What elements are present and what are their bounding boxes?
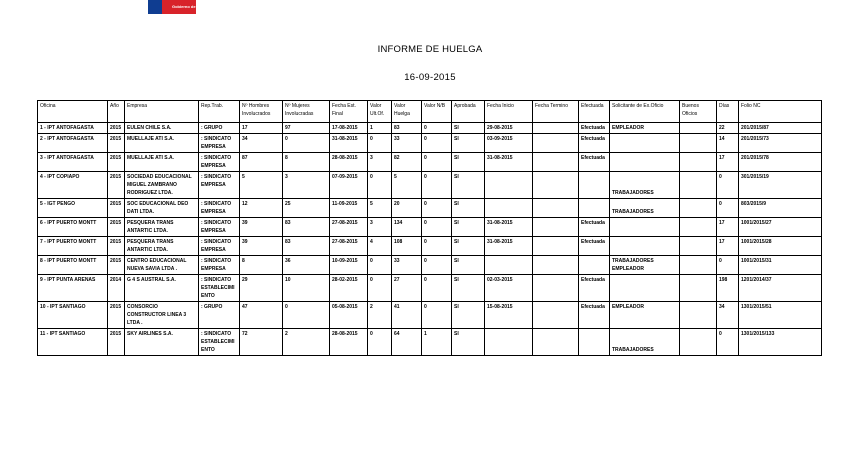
table-cell [680,134,717,153]
table-cell: 1001/2015/31 [739,256,822,275]
table-cell: 2015 [108,134,125,153]
table-body [38,123,822,356]
table-cell: 20 [392,199,422,218]
table-cell: 0 [422,172,452,199]
table-cell [485,256,533,275]
table-cell: 0 [368,172,392,199]
table-cell [680,172,717,199]
table-cell: SI [452,256,485,275]
table-cell: 83 [392,123,422,134]
table-cell: 02-03-2015 [485,275,533,302]
table-cell [579,256,610,275]
table-cell: 8 [283,153,330,172]
table-cell: : SINDICATO EMPRESA [199,153,240,172]
table-cell: : SINDICATO EMPRESA [199,256,240,275]
table-cell: 0 [717,199,739,218]
table-cell: : GRUPO [199,123,240,134]
table-cell: 05-08-2015 [330,302,368,329]
strike-report-table [37,100,822,356]
table-cell: : SINDICATO EMPRESA [199,199,240,218]
table-cell: 33 [392,256,422,275]
table-cell: SI [452,302,485,329]
table-cell: PESQUERA TRANS ANTARTIC LTDA. [125,218,199,237]
table-cell: 3 - IPT ANTOFAGASTA [38,153,108,172]
column-header: Efectuada [579,101,610,123]
table-row [38,237,822,256]
table-cell [610,237,680,256]
table-cell: 0 [717,256,739,275]
table-cell: 201/2015/78 [739,153,822,172]
table-cell: 27-08-2015 [330,218,368,237]
table-cell: 82 [392,153,422,172]
table-cell: 39 [240,237,283,256]
table-cell [533,123,579,134]
table-cell: TRABAJADORES [610,199,680,218]
table-cell: Efectuada [579,302,610,329]
table-cell [680,275,717,302]
table-row [38,256,822,275]
table-cell: Efectuada [579,218,610,237]
table-cell: 2 [283,329,330,356]
table-cell: 31-08-2015 [485,237,533,256]
table-cell: 0 [422,218,452,237]
logo-red-block [162,0,207,14]
table-cell: 9 - IPT PUNTA ARENAS [38,275,108,302]
table-cell: CENTRO EDUCACIONAL NUEVA SAVIA LTDA . [125,256,199,275]
table-cell: SOCIEDAD EDUCACIONAL MIGUEL ZAMBRANO RODRIGUEZ LTDA. [125,172,199,199]
table-cell: 1001/2015/28 [739,237,822,256]
table-cell: 1 [368,123,392,134]
table-row [38,172,822,199]
table-cell: SKY AIRLINES S.A. [125,329,199,356]
table-cell [533,199,579,218]
table-cell: 1 [422,329,452,356]
table-cell: 12 [240,199,283,218]
table-cell [533,256,579,275]
table-row [38,134,822,153]
table-cell [533,153,579,172]
column-header: Oficina [38,101,108,123]
table-cell: 31-08-2015 [485,218,533,237]
table-row [38,302,822,329]
table-cell: 6 - IPT PUERTO MONTT [38,218,108,237]
table-cell: 10 [283,275,330,302]
table-cell: 2015 [108,172,125,199]
table-cell: 64 [392,329,422,356]
column-header: Valor Ult.Of. [368,101,392,123]
table-cell: 1 - IPT ANTOFAGASTA [38,123,108,134]
gobierno-logo [148,0,207,14]
table-cell: 31-08-2015 [330,134,368,153]
table-cell: SI [452,153,485,172]
table-cell [533,172,579,199]
report-title: INFORME DE HUELGA [377,44,483,55]
table-cell: G 4 S AUSTRAL S.A. [125,275,199,302]
table-cell: 198 [717,275,739,302]
table-cell: SI [452,275,485,302]
table-cell: 10 - IPT SANTIAGO [38,302,108,329]
table-row [38,199,822,218]
table-cell: MUELLAJE ATI S.A. [125,153,199,172]
table-cell [533,302,579,329]
column-header: Año [108,101,125,123]
table-cell: 134 [392,218,422,237]
table-cell: 2015 [108,256,125,275]
table-cell: Efectuada [579,237,610,256]
report-date: 16-09-2015 [404,72,456,83]
table-cell: 83 [283,218,330,237]
table-cell: : SINDICATO ESTABLECIMIENTO [199,275,240,302]
table-cell [680,123,717,134]
table-cell: 803/2015/9 [739,199,822,218]
table-cell: 301/2015/19 [739,172,822,199]
table-cell: 27 [392,275,422,302]
table-cell: 0 [422,302,452,329]
table-cell [485,329,533,356]
table-cell: 0 [717,172,739,199]
table-cell: 39 [240,218,283,237]
table-cell: 28-08-2015 [330,329,368,356]
table-cell [680,153,717,172]
table-cell: 108 [392,237,422,256]
table-cell [680,329,717,356]
column-header: Fecha Est. Final [330,101,368,123]
table-cell: 0 [422,153,452,172]
table-cell: SI [452,123,485,134]
table-cell: 0 [717,329,739,356]
table-cell: : SINDICATO EMPRESA [199,218,240,237]
table-cell: 0 [422,256,452,275]
table-cell: 29 [240,275,283,302]
table-cell: 72 [240,329,283,356]
table-row [38,153,822,172]
table-cell [533,329,579,356]
table-cell [485,172,533,199]
table-header-row [38,101,822,123]
table-cell: 2 [368,302,392,329]
table-cell: 28-08-2015 [330,153,368,172]
table-cell: 0 [368,134,392,153]
table-cell: Efectuada [579,134,610,153]
column-header: Valor Huelga [392,101,422,123]
table-cell: 17 [240,123,283,134]
column-header: Buenos Oficios [680,101,717,123]
table-cell: EULEN CHILE S.A. [125,123,199,134]
table-cell: 33 [392,134,422,153]
table-cell: 0 [368,275,392,302]
table-cell: 0 [422,275,452,302]
table-cell: 11-09-2015 [330,199,368,218]
table-row [38,329,822,356]
table-cell: 4 [368,237,392,256]
table-cell: 47 [240,302,283,329]
table-cell: 0 [422,199,452,218]
table-cell: 2015 [108,329,125,356]
table-cell: 0 [422,123,452,134]
table-cell: 17 [717,218,739,237]
column-header: Nº Hombres Involucrados [240,101,283,123]
table-cell: 03-09-2015 [485,134,533,153]
table-cell: 27-08-2015 [330,237,368,256]
table-cell: 2015 [108,302,125,329]
table-cell: 22 [717,123,739,134]
table-cell [680,218,717,237]
table-cell: Efectuada [579,275,610,302]
table-cell: 34 [240,134,283,153]
table-cell: SOC EDUCACIONAL DEO DATI LTDA. [125,199,199,218]
table-cell: 5 [392,172,422,199]
table-cell: 5 [368,199,392,218]
table-cell: 7 - IPT PUERTO MONTT [38,237,108,256]
table-cell: 14 [717,134,739,153]
table-cell: PESQUERA TRANS ANTARTIC LTDA. [125,237,199,256]
table-cell: 34 [717,302,739,329]
table-cell: 2015 [108,237,125,256]
table-cell: 3 [368,218,392,237]
table-cell: 15-08-2015 [485,302,533,329]
table-cell [680,199,717,218]
table-cell: 8 - IPT PUERTO MONTT [38,256,108,275]
table-cell: 11 - IPT SANTIAGO [38,329,108,356]
table-cell: 10-09-2015 [330,256,368,275]
table-cell: TRABAJADORES EMPLEADOR [610,256,680,275]
table-cell [579,199,610,218]
table-cell: 28-02-2015 [330,275,368,302]
table-cell: 0 [283,134,330,153]
table-cell: SI [452,218,485,237]
table-cell: Efectuada [579,123,610,134]
table-cell [485,199,533,218]
table-cell: 201/2015/87 [739,123,822,134]
logo-blue-block [148,0,162,14]
table-row [38,123,822,134]
table-cell: CONSORCIO CONSTRUCTOR LINEA 3 LTDA . [125,302,199,329]
table-cell: 2015 [108,218,125,237]
table-cell [533,237,579,256]
table-cell: : SINDICATO EMPRESA [199,134,240,153]
table-cell: 5 [240,172,283,199]
table-cell: 31-08-2015 [485,153,533,172]
table-cell [579,172,610,199]
table-cell: 1001/2015/27 [739,218,822,237]
table-cell: 1301/2015/51 [739,302,822,329]
table-cell: SI [452,199,485,218]
table-cell: 1301/2015/133 [739,329,822,356]
table-cell: TRABAJADORES [610,329,680,356]
table-cell: 17 [717,153,739,172]
table-cell: 1201/2014/37 [739,275,822,302]
table-cell: 83 [283,237,330,256]
table-cell: 07-09-2015 [330,172,368,199]
column-header: Folio NC [739,101,822,123]
table-cell: 201/2015/73 [739,134,822,153]
table-cell: 25 [283,199,330,218]
table-cell [610,134,680,153]
table-cell: 4 - IPT COPIAPO [38,172,108,199]
column-header: Aprobada [452,101,485,123]
table-cell: 41 [392,302,422,329]
table-cell: EMPLEADOR [610,123,680,134]
table-cell: TRABAJADORES [610,172,680,199]
column-header: Rep.Trab. [199,101,240,123]
table-cell [680,237,717,256]
table-cell: Efectuada [579,153,610,172]
table-cell: : SINDICATO ESTABLECIMIENTO [199,329,240,356]
table-cell: 29-08-2015 [485,123,533,134]
column-header: Valor N/B [422,101,452,123]
column-header: Solicitante de Ex.Oficio [610,101,680,123]
table-cell: 36 [283,256,330,275]
table-cell: 3 [283,172,330,199]
table-cell: SI [452,134,485,153]
table-cell: 0 [422,237,452,256]
table-cell: 2 - IPT ANTOFAGASTA [38,134,108,153]
table-cell: 3 [368,153,392,172]
table-cell: 8 [240,256,283,275]
table-cell: 0 [368,329,392,356]
table-cell [533,134,579,153]
table-cell: 87 [240,153,283,172]
column-header: Fecha Termino [533,101,579,123]
logo-text: Gobierno de Chile [172,4,207,9]
table-cell: EMPLEADOR [610,302,680,329]
table-cell [610,153,680,172]
column-header: Días [717,101,739,123]
table-cell [680,256,717,275]
table-cell: : SINDICATO EMPRESA [199,172,240,199]
table-cell [533,275,579,302]
table-cell: 2014 [108,275,125,302]
table-cell [533,218,579,237]
table-cell: 2015 [108,153,125,172]
table-row [38,218,822,237]
table-cell: 0 [283,302,330,329]
column-header: Fecha Inicio [485,101,533,123]
table-cell: : SINDICATO EMPRESA [199,237,240,256]
table-cell [579,329,610,356]
table-cell: SI [452,172,485,199]
table-cell: MUELLAJE ATI S.A. [125,134,199,153]
table-cell: SI [452,329,485,356]
table-cell: 2015 [108,123,125,134]
table-cell: : GRUPO [199,302,240,329]
table-cell: 0 [368,256,392,275]
table-cell [610,275,680,302]
table-cell [610,218,680,237]
column-header: Nº Mujeres Involucradas [283,101,330,123]
table-cell: 97 [283,123,330,134]
table-cell: 2015 [108,199,125,218]
table-row [38,275,822,302]
table-cell: 17-08-2015 [330,123,368,134]
table-cell: 5 - IGT PENGO [38,199,108,218]
table-cell: 0 [422,134,452,153]
table-cell: SI [452,237,485,256]
table-cell [680,302,717,329]
table-cell: 17 [717,237,739,256]
column-header: Empresa [125,101,199,123]
